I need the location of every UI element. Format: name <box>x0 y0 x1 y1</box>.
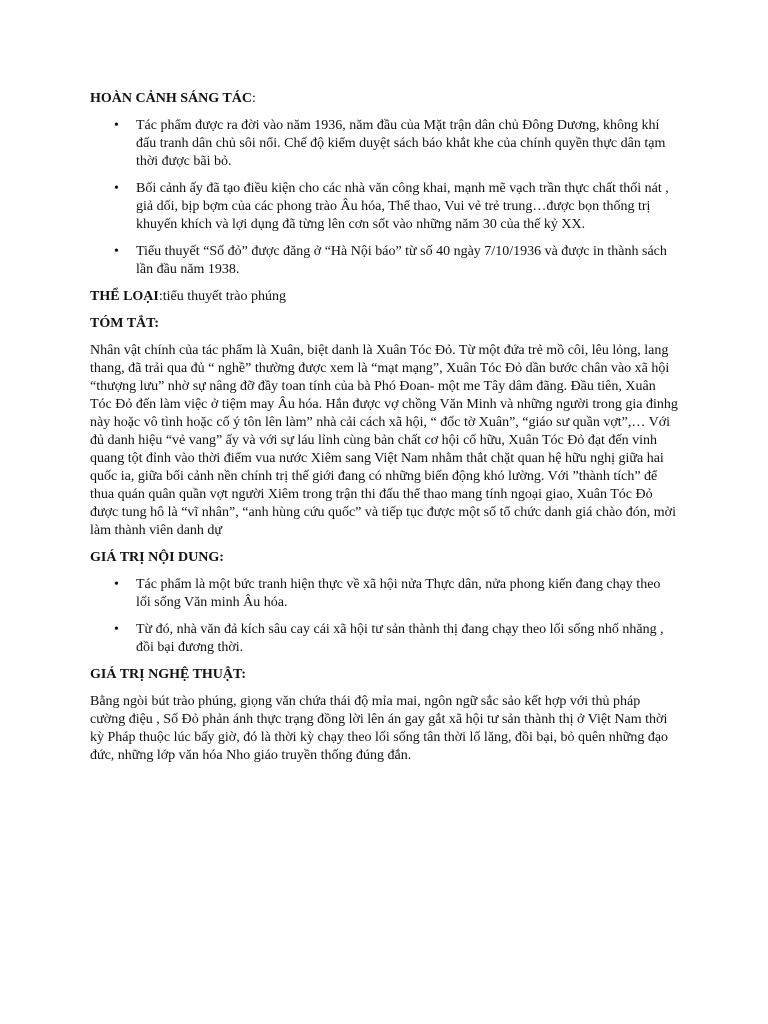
bullet-icon: • <box>114 577 119 592</box>
list-item-text: Bối cảnh ấy đã tạo điều kiện cho các nhà văn công khai, mạnh mẽ vạch trần thực chất thối nát , giả dối, bịp bợm của các phong trào Âu hóa, Thể thao, Vui vẻ trẻ trung…được bọn thống trị khuyến khích và lợi dụng đã từng lên cơn sốt vào những năm 30 của thế kỷ XX. <box>136 181 669 232</box>
heading-text: HOÀN CẢNH SÁNG TÁC <box>90 91 252 106</box>
list-item <box>90 180 678 234</box>
section-heading-noi-dung <box>90 549 678 567</box>
list-item-text: Tác phẩm được ra đời vào năm 1936, năm đầu của Mặt trận dân chủ Đông Dương, không khí đấu tranh dân chủ sôi nổi. Chế độ kiểm duyệt sách báo khắt khe của chính quyền thực dân tạm thời được bãi bỏ. <box>136 118 666 169</box>
bullet-icon: • <box>114 622 119 637</box>
list-item-text: Tiểu thuyết “Số đỏ” được đăng ở “Hà Nội báo” từ số 40 ngày 7/10/1936 và được in thành sách lần đầu năm 1938. <box>136 244 667 277</box>
list-item-text: Tác phẩm là một bức tranh hiện thực về xã hội nửa Thực dân, nửa phong kiến đang chạy theo lối sống Văn minh Âu hóa. <box>136 577 661 610</box>
list-item <box>90 576 678 612</box>
section-heading-nghe-thuat <box>90 666 678 684</box>
document-page <box>90 90 678 774</box>
summary-paragraph: Nhân vật chính của tác phẩm là Xuân, biệt danh là Xuân Tóc Đỏ. Từ một đứa trẻ mồ côi, lêu lỏng, lang thang, đã trải qua đủ “ nghề” thường được xem là “mạt mạng”, Xuân Tóc Đỏ dần bước chân vào xã hội “thượng lưu” nhờ sự nâng đỡ đầy toan tính của bà Phó Đoan- một me Tây dâm đãng. Đầu tiên, Xuân Tóc Đỏ đến làm việc ở tiệm may Âu hóa. Hắn được vợ chồng Văn Minh và những người trong gia đinhg này hoặc vô tình hoặc cố ý tôn lên làm” nhà cải cách xã hội, “ đốc tờ Xuân”, “giáo sư quần vợt”,… Với đủ danh hiệu “vẻ vang” ấy và với sự láu lỉnh cùng bản chất cơ hội cố hữu, Xuân Tóc Đỏ đạt đến vinh quang tột đỉnh vào thời điểm vua nước Xiêm sang Việt Nam nhằm thắt chặt quan hệ hữu nghị giữa hai quốc ia, giữa bối cảnh nền chính trị thế giới đang có những biến động khó lường. Với ”thành tích” để thua quán quân quần vợt người Xiêm trong trận thi đấu thể thao mang tính ngoại giao, Xuân Tóc Đỏ được tung hô là “vĩ nhân”, “anh hùng cứu quốc” và tiếp tục được một số tổ chức danh giá chào đón, mời làm thành viên danh dự <box>90 343 678 538</box>
list-item <box>90 243 678 279</box>
bullet-icon: • <box>114 244 119 259</box>
bullet-list-hoan-canh <box>90 117 678 279</box>
art-value-paragraph: Bằng ngòi bút trào phúng, giọng văn chứa thái độ mỉa mai, ngôn ngữ sắc sảo kết hợp với thủ pháp cường điệu , Số Đỏ phản ánh thực trạng đồng lời lên án gay gắt xã hội tư sản thành thị ở Việt Nam thời kỳ Pháp thuộc lúc bấy giờ, đó là thời kỳ chạy theo lối sống tân thời lố lăng, đồi bại, bỏ quên những đạo đức, những lớp văn hóa Nho giáo truyền thống đúng đắn. <box>90 694 669 763</box>
heading-text: GIÁ TRỊ NGHỆ THUẬT: <box>90 667 246 682</box>
list-item-text: Từ đó, nhà văn đả kích sâu cay cái xã hội tư sản thành thị đang chạy theo lối sống nhố nhăng , đồi bại đương thời. <box>136 622 664 655</box>
section-heading-tom-tat <box>90 315 678 333</box>
bullet-icon: • <box>114 181 119 196</box>
section-heading-hoan-canh <box>90 90 678 108</box>
heading-suffix: :tiểu thuyết trào phúng <box>158 289 287 304</box>
heading-text: THỂ LOẠI <box>90 289 159 304</box>
list-item <box>90 117 678 171</box>
list-item <box>90 621 678 657</box>
heading-text: GIÁ TRỊ NỘI DUNG: <box>90 550 224 565</box>
bullet-icon: • <box>114 118 119 133</box>
bullet-list-noi-dung <box>90 576 678 657</box>
heading-text: TÓM TẮT: <box>90 316 160 331</box>
section-heading-the-loai <box>90 288 678 306</box>
heading-suffix: : <box>251 91 256 106</box>
